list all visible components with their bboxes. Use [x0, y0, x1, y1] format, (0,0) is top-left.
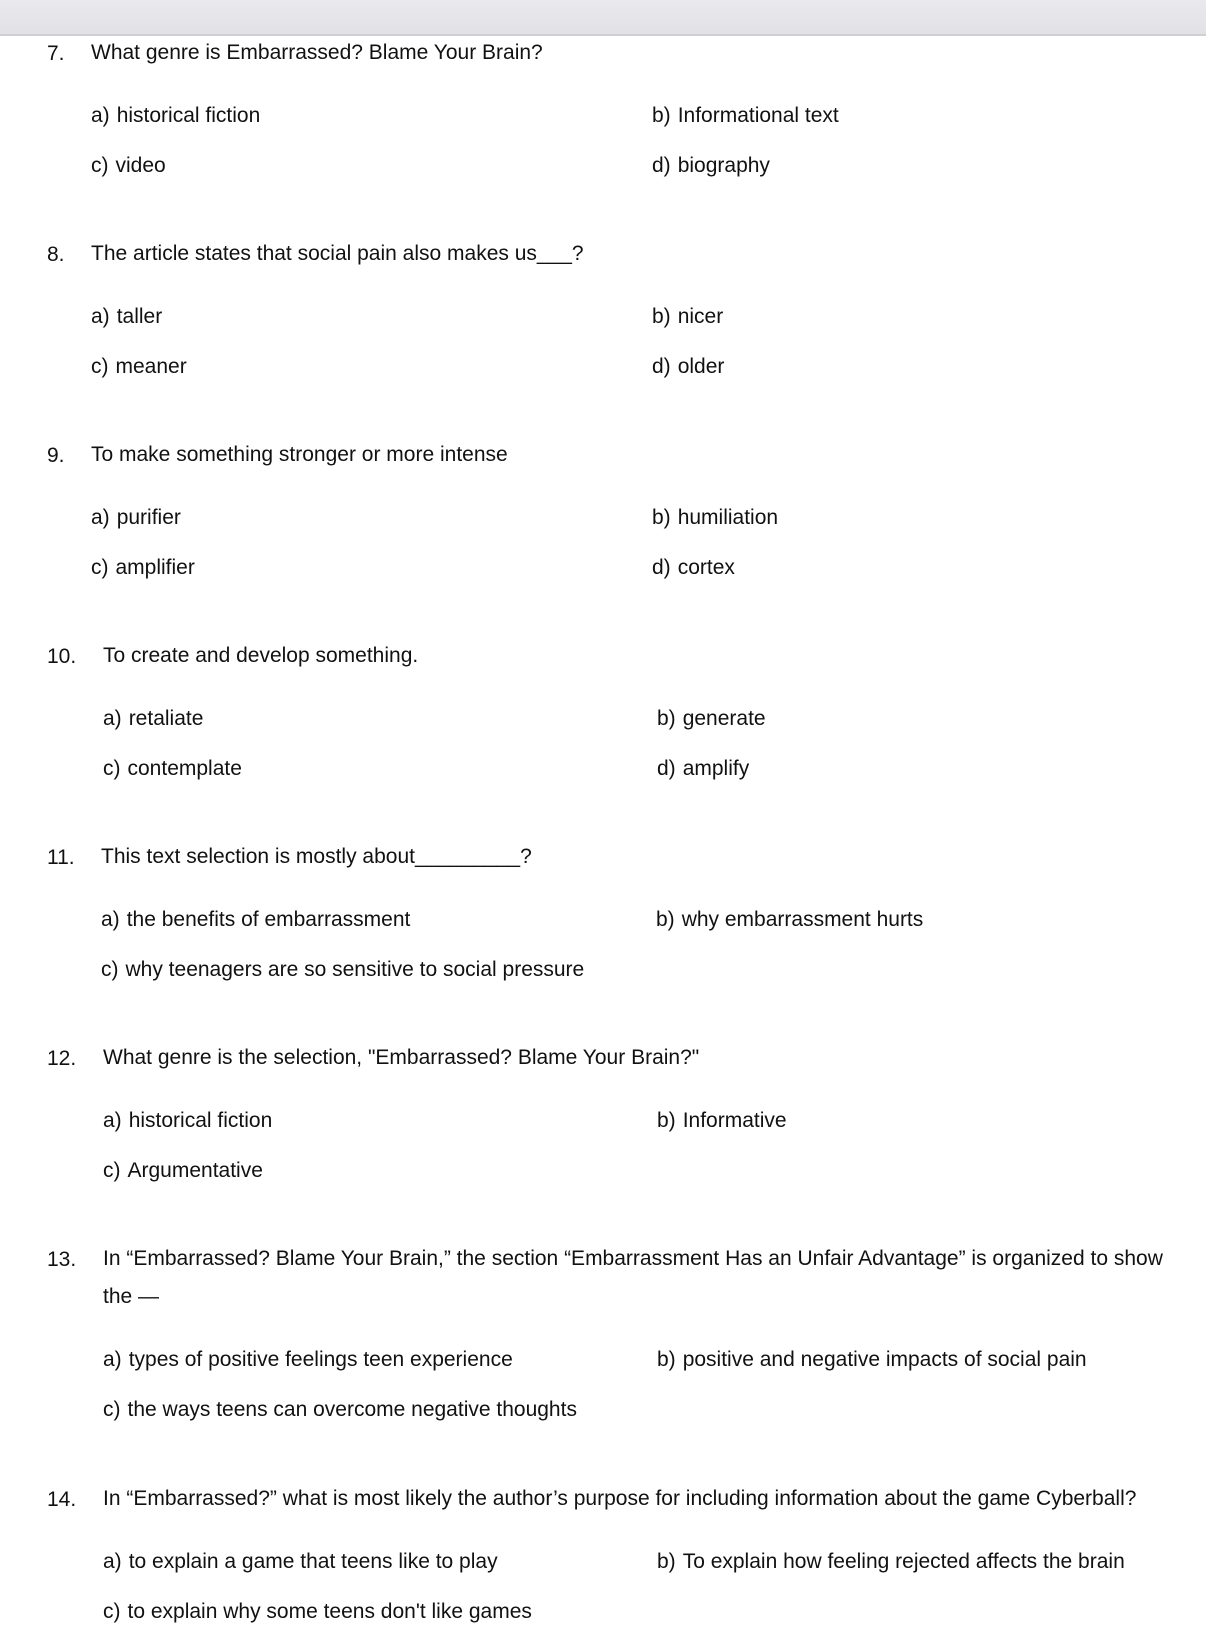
option-c[interactable]: [103, 757, 242, 781]
option-b[interactable]: [652, 305, 723, 329]
option-b[interactable]: [657, 707, 766, 731]
option-letter: b): [656, 908, 675, 931]
question-text: The article states that social pain also makes us___?: [91, 242, 584, 265]
option-letter: a): [103, 1109, 122, 1132]
option-letter: b): [657, 1109, 676, 1132]
option-text: Informational text: [677, 104, 839, 127]
option-letter: a): [103, 707, 122, 730]
option-b[interactable]: [657, 1109, 787, 1133]
question-number: 13.: [47, 1248, 77, 1271]
option-text: the ways teens can overcome negative thoughts: [127, 1398, 577, 1421]
option-b[interactable]: [657, 1348, 1087, 1372]
option-a[interactable]: [91, 506, 181, 530]
question-number: 7.: [47, 42, 65, 65]
option-letter: a): [91, 104, 110, 127]
option-letter: c): [91, 355, 109, 378]
question-number: 12.: [47, 1047, 77, 1070]
option-letter: d): [657, 757, 676, 780]
option-text: contemplate: [127, 757, 242, 780]
option-letter: c): [91, 556, 109, 579]
option-letter: a): [91, 506, 110, 529]
option-text: historical fiction: [128, 1109, 273, 1132]
option-text: types of positive feelings teen experience: [128, 1348, 513, 1371]
option-text: generate: [682, 707, 766, 730]
question-text: This text selection is mostly about_________?: [101, 845, 532, 868]
option-a[interactable]: [103, 1550, 498, 1574]
question-number: 9.: [47, 444, 65, 467]
option-text: historical fiction: [116, 104, 261, 127]
option-c[interactable]: [91, 154, 166, 178]
option-text: to explain a game that teens like to play: [128, 1550, 498, 1573]
option-letter: b): [652, 104, 671, 127]
option-text: cortex: [677, 556, 735, 579]
option-letter: a): [101, 908, 120, 931]
question-number: 11.: [47, 846, 75, 869]
option-d[interactable]: [652, 355, 724, 379]
option-letter: d): [652, 556, 671, 579]
option-letter: b): [657, 1348, 676, 1371]
option-text: older: [677, 355, 725, 378]
option-text: the benefits of embarrassment: [126, 908, 411, 931]
option-d[interactable]: [652, 556, 735, 580]
option-text: meaner: [115, 355, 187, 378]
option-text: humiliation: [677, 506, 779, 529]
option-letter: c): [103, 1398, 121, 1421]
question-text: In “Embarrassed? Blame Your Brain,” the section “Embarrassment Has an Unfair Advantage” is organized to show the —: [103, 1247, 1163, 1308]
option-text: amplify: [682, 757, 750, 780]
option-text: nicer: [677, 305, 724, 328]
option-letter: c): [101, 958, 119, 981]
option-d[interactable]: [652, 154, 770, 178]
question-text: What genre is the selection, "Embarrassed? Blame Your Brain?": [103, 1046, 700, 1069]
option-text: video: [115, 154, 166, 177]
option-text: why teenagers are so sensitive to social pressure: [125, 958, 585, 981]
option-letter: d): [652, 154, 671, 177]
option-letter: d): [652, 355, 671, 378]
option-letter: c): [103, 1159, 121, 1182]
option-letter: a): [91, 305, 110, 328]
option-b[interactable]: [652, 104, 839, 128]
option-letter: a): [103, 1348, 122, 1371]
option-c[interactable]: [101, 958, 584, 982]
option-c[interactable]: [91, 556, 195, 580]
question-text: In “Embarrassed?” what is most likely the author’s purpose for including information about the game Cyberball?: [103, 1487, 1137, 1510]
option-text: positive and negative impacts of social pain: [682, 1348, 1087, 1371]
option-text: Argumentative: [127, 1159, 263, 1182]
question-number: 8.: [47, 243, 65, 266]
option-c[interactable]: [103, 1600, 532, 1624]
option-text: retaliate: [128, 707, 204, 730]
option-a[interactable]: [91, 104, 260, 128]
option-text: purifier: [116, 506, 181, 529]
option-text: to explain why some teens don't like games: [127, 1600, 532, 1623]
question-text: To create and develop something.: [103, 644, 419, 667]
option-letter: b): [657, 1550, 676, 1573]
question-number: 14.: [47, 1488, 77, 1511]
question-text: To make something stronger or more intense: [91, 443, 508, 466]
option-b[interactable]: [656, 908, 923, 932]
option-letter: c): [103, 757, 121, 780]
question-text: What genre is Embarrassed? Blame Your Brain?: [91, 41, 543, 64]
option-c[interactable]: [103, 1159, 263, 1183]
option-d[interactable]: [657, 757, 749, 781]
option-letter: c): [103, 1600, 121, 1623]
option-letter: c): [91, 154, 109, 177]
option-a[interactable]: [103, 1348, 513, 1372]
option-c[interactable]: [91, 355, 187, 379]
option-text: taller: [116, 305, 163, 328]
option-a[interactable]: [103, 707, 203, 731]
option-letter: b): [657, 707, 676, 730]
option-text: biography: [677, 154, 770, 177]
question-number: 10.: [47, 645, 77, 668]
option-letter: a): [103, 1550, 122, 1573]
option-text: amplifier: [115, 556, 195, 579]
option-text: why embarrassment hurts: [681, 908, 924, 931]
option-text: Informative: [682, 1109, 787, 1132]
option-c[interactable]: [103, 1398, 577, 1422]
top-bar: [0, 0, 1206, 36]
option-b[interactable]: [652, 506, 778, 530]
option-a[interactable]: [101, 908, 410, 932]
option-a[interactable]: [91, 305, 162, 329]
option-a[interactable]: [103, 1109, 272, 1133]
option-letter: b): [652, 305, 671, 328]
option-letter: b): [652, 506, 671, 529]
option-b[interactable]: [657, 1550, 1125, 1574]
option-text: To explain how feeling rejected affects the brain: [682, 1550, 1125, 1573]
